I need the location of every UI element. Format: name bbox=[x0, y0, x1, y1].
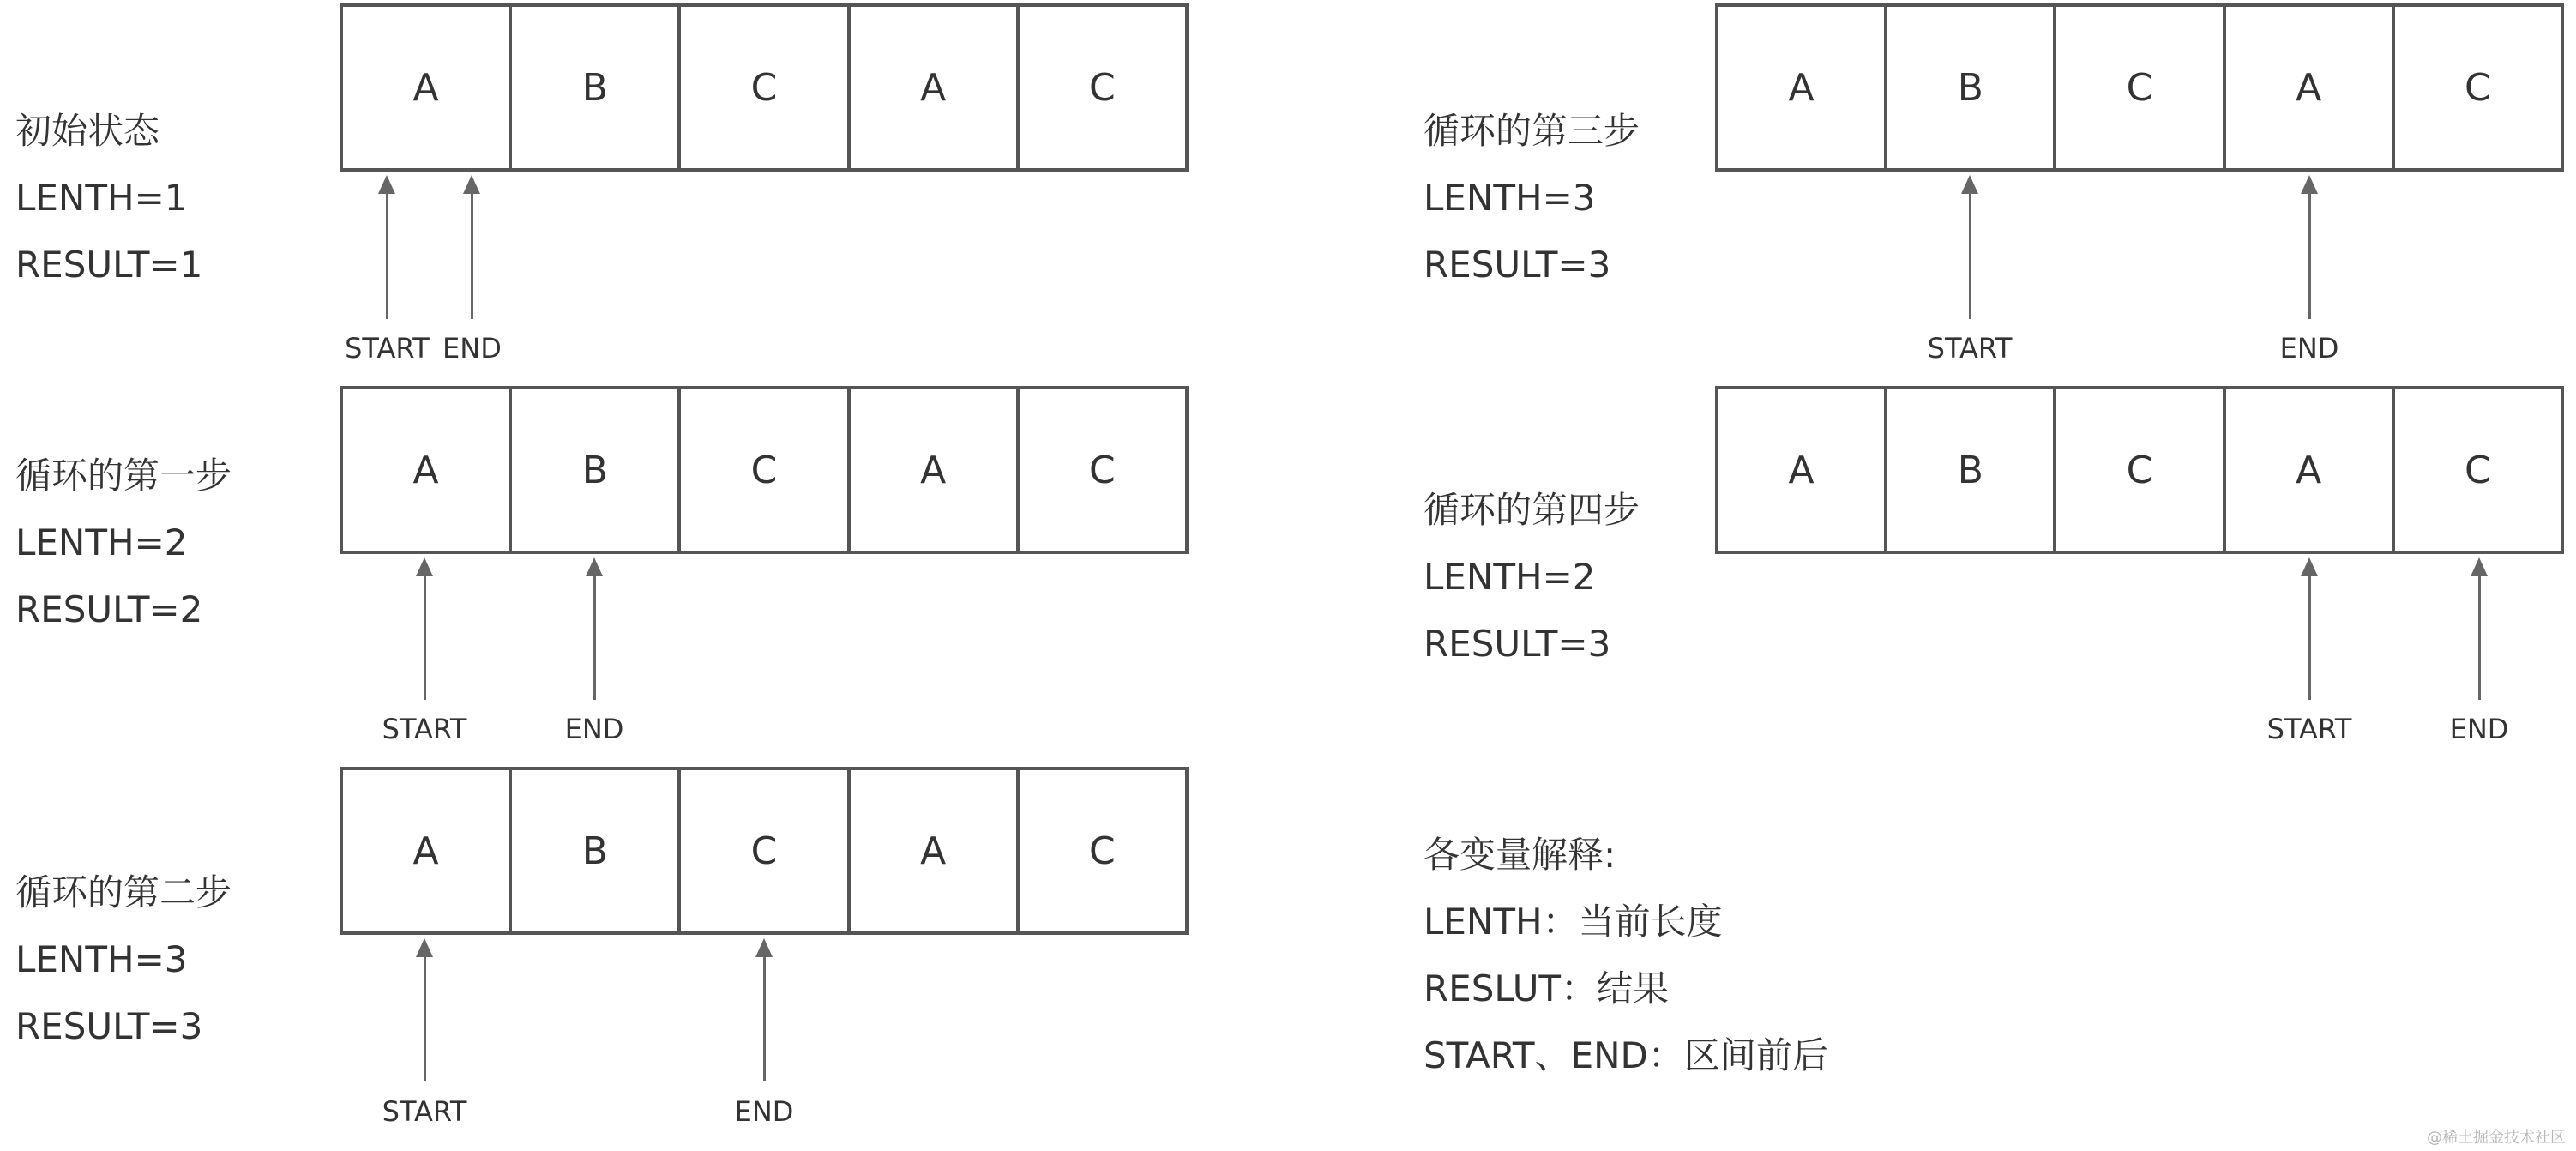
lenth-value: LENTH=1 bbox=[15, 177, 188, 219]
array-cells bbox=[1715, 386, 2564, 554]
array-cell: A bbox=[2226, 7, 2395, 168]
legend-item-result: RESLUT：结果 bbox=[1423, 967, 1670, 1009]
array-cell: C bbox=[1089, 829, 1116, 873]
array-cell: C bbox=[681, 770, 850, 931]
end-pointer-arrow-icon bbox=[584, 557, 605, 700]
lenth-value: LENTH=2 bbox=[15, 521, 188, 563]
legend-heading: 各变量解释: bbox=[1423, 834, 1616, 876]
end-pointer-arrow-icon bbox=[461, 175, 482, 319]
start-pointer-label: START bbox=[1927, 332, 2013, 365]
step-title: 循环的第四步 bbox=[1423, 489, 1640, 531]
array-cell: A bbox=[851, 389, 1020, 551]
lenth-value: LENTH=3 bbox=[15, 938, 188, 980]
start-pointer-label: START bbox=[2266, 713, 2352, 745]
array-cell: C bbox=[681, 7, 850, 168]
array-cell: B bbox=[1887, 7, 2056, 168]
array-cells bbox=[1715, 3, 2564, 172]
array-cell: A bbox=[851, 770, 1020, 931]
end-pointer-label: END bbox=[564, 713, 624, 745]
array-cell: A bbox=[1718, 389, 1887, 551]
step-title: 循环的第二步 bbox=[15, 871, 232, 913]
array-cell: A bbox=[1718, 7, 1887, 168]
lenth-value: LENTH=2 bbox=[1423, 556, 1596, 598]
result-value: RESULT=3 bbox=[1423, 244, 1611, 286]
result-value: RESULT=3 bbox=[15, 1005, 203, 1047]
array-cell: A bbox=[851, 7, 1020, 168]
start-pointer-label: START bbox=[382, 713, 467, 745]
array-cell: C bbox=[1089, 448, 1116, 492]
start-pointer-arrow-icon bbox=[2299, 557, 2320, 700]
array-cell: C bbox=[681, 389, 850, 551]
lenth-value: LENTH=3 bbox=[1423, 177, 1596, 219]
step-title: 初始状态 bbox=[15, 110, 160, 152]
array-cell: C bbox=[2056, 7, 2225, 168]
array-cell: C bbox=[2465, 448, 2491, 492]
step-title: 循环的第一步 bbox=[15, 455, 232, 497]
start-pointer-arrow-icon bbox=[1959, 175, 1980, 319]
start-pointer-arrow-icon bbox=[376, 175, 397, 319]
array-cell: A bbox=[343, 7, 512, 168]
start-pointer-arrow-icon bbox=[414, 938, 435, 1081]
result-value: RESULT=2 bbox=[15, 588, 203, 630]
end-pointer-label: END bbox=[734, 1095, 794, 1128]
end-pointer-label: END bbox=[442, 332, 502, 365]
result-value: RESULT=3 bbox=[1423, 623, 1611, 665]
array-cells bbox=[340, 767, 1189, 935]
result-value: RESULT=1 bbox=[15, 244, 203, 286]
array-cell: C bbox=[2056, 389, 2225, 551]
array-cell: A bbox=[343, 770, 512, 931]
end-pointer-arrow-icon bbox=[2299, 175, 2320, 319]
array-cell: C bbox=[2465, 65, 2491, 110]
end-pointer-label: END bbox=[2279, 332, 2339, 365]
array-cell: B bbox=[512, 389, 681, 551]
start-pointer-arrow-icon bbox=[414, 557, 435, 700]
end-pointer-arrow-icon bbox=[754, 938, 774, 1081]
array-cell: A bbox=[343, 389, 512, 551]
array-cells bbox=[340, 386, 1189, 554]
array-cell: B bbox=[512, 7, 681, 168]
start-pointer-label: START bbox=[345, 332, 430, 365]
watermark: @稀土掘金技术社区 bbox=[2427, 1129, 2566, 1147]
legend-item-lenth: LENTH：当前长度 bbox=[1423, 901, 1723, 943]
array-cell: C bbox=[1089, 65, 1116, 110]
legend-item-start-end: START、END：区间前后 bbox=[1423, 1034, 1828, 1076]
start-pointer-label: START bbox=[382, 1095, 467, 1128]
array-cell: B bbox=[512, 770, 681, 931]
array-cell: B bbox=[1887, 389, 2056, 551]
legend bbox=[1423, 834, 1828, 1101]
array-cells bbox=[340, 3, 1189, 172]
end-pointer-label: END bbox=[2449, 713, 2509, 745]
end-pointer-arrow-icon bbox=[2469, 557, 2489, 700]
array-cell: A bbox=[2226, 389, 2395, 551]
step-title: 循环的第三步 bbox=[1423, 110, 1640, 152]
